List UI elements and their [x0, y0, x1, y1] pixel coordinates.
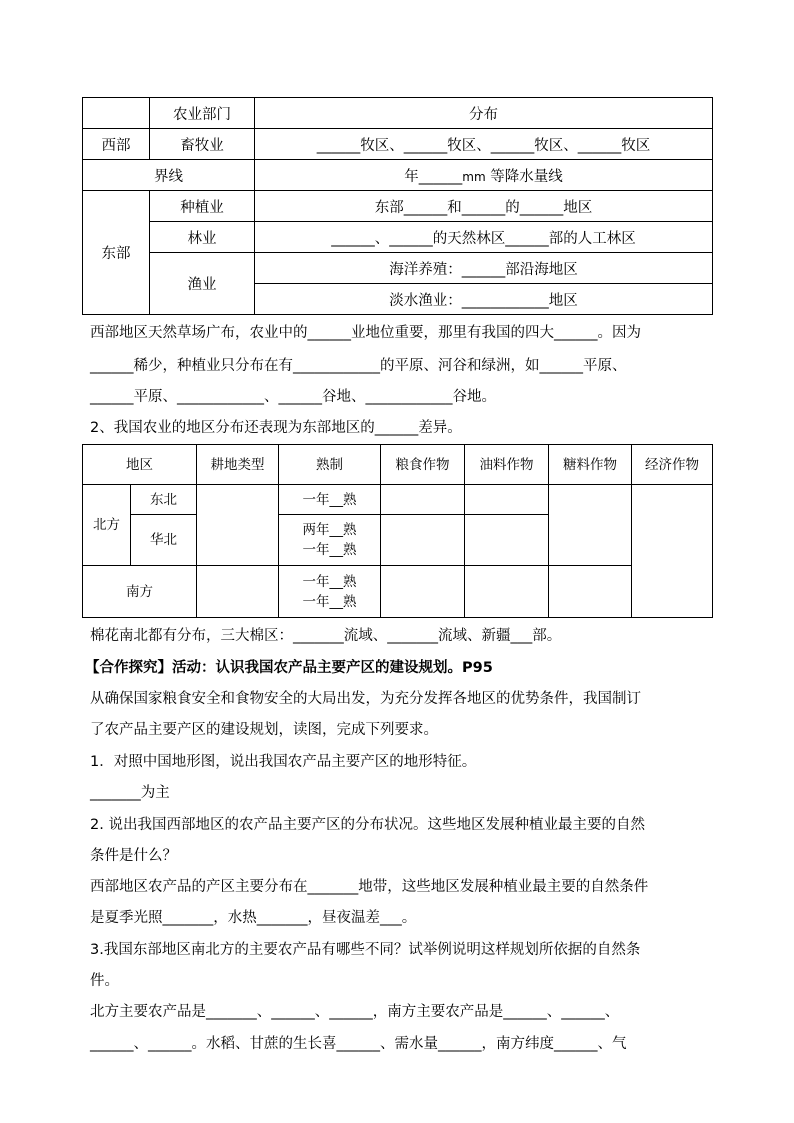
table1-east-distribution: 东部______和______的______地区 — [255, 191, 713, 222]
table1-west-region: 西部 — [83, 129, 150, 160]
table2-header: 糖料作物 — [549, 445, 632, 485]
table2-northeast-label: 东北 — [131, 485, 197, 515]
table1-header-distribution: 分布 — [255, 98, 713, 129]
table2-cell-blank — [197, 485, 279, 566]
table1-east-sector: 种植业 — [150, 191, 255, 222]
boundary-unit: mm — [462, 169, 486, 184]
table1-east-sector: 林业 — [150, 222, 255, 253]
table2-header: 耕地类型 — [197, 445, 279, 485]
question-text: 2. 说出我国西部地区的农产品主要产区的分布状况。这些地区发展种植业最主要的自然 — [90, 817, 645, 833]
table1-boundary-distribution — [255, 160, 713, 191]
intro-line: 了农产品主要产区的建设规划，读图，完成下列要求。 — [90, 722, 438, 738]
table2-header: 经济作物 — [632, 445, 713, 485]
question-text: 1．对照中国地形图，说出我国农产品主要产区的地形特征。 — [90, 754, 477, 770]
table1-header-blank — [83, 98, 150, 129]
table1-east-region: 东部 — [83, 191, 150, 315]
table1-header-sector: 农业部门 — [150, 98, 255, 129]
answer-line: _______为主 — [90, 785, 170, 801]
cotton-line: 棉花南北都有分布，三大棉区：_______流域、_______流域、新疆___部。 — [90, 628, 562, 644]
answer-line: 北方主要农产品是_______、______、______，南方主要农产品是______、______、 — [90, 1004, 620, 1020]
table2-cell-blank — [381, 566, 465, 618]
ripening-line: 一年__熟 — [302, 593, 357, 610]
question-text: 件。 — [90, 973, 119, 989]
table2-cell-blank — [381, 485, 465, 515]
table2-cell-blank — [197, 566, 279, 618]
table2-header: 粮食作物 — [381, 445, 465, 485]
boundary-pre: 年______ — [404, 168, 463, 185]
table2-ripening — [279, 515, 381, 566]
table2-cell-blank — [465, 566, 549, 618]
north-south-crops-table — [82, 444, 713, 618]
activity-title: 【合作探究】活动：认识我国农产品主要产区的建设规划。P95 — [85, 660, 493, 676]
table1-east-distribution: 淡水渔业：____________地区 — [255, 284, 713, 315]
table2-south-label: 南方 — [83, 566, 197, 618]
ripening-line: 两年__熟 — [302, 522, 357, 538]
question-2: 2、我国农业的地区分布还表现为东部地区的______差异。 — [90, 420, 462, 436]
intro-line: 从确保国家粮食安全和食物安全的大局出发，为充分发挥各地区的优势条件，我国制订 — [90, 691, 641, 707]
question-text: 条件是什么？ — [90, 848, 177, 864]
table2-header: 熟制 — [279, 445, 381, 485]
table2-header: 油料作物 — [465, 445, 549, 485]
paragraph-line: 西部地区天然草场广布，农业中的______业地位重要，那里有我国的四大______。因为 — [90, 325, 641, 341]
table1-west-sector: 畜牧业 — [150, 129, 255, 160]
table2-north-label: 北方 — [83, 485, 131, 566]
table2-header: 地区 — [83, 445, 197, 485]
answer-line: 西部地区农产品的产区主要分布在_______地带，这些地区发展种植业最主要的自然条件 — [90, 879, 649, 895]
table2-cell-blank — [465, 485, 549, 515]
answer-line: ______、______。水稻、甘蔗的生长喜______、需水量______，南方纬度______、气 — [90, 1036, 627, 1052]
table2-cell-blank — [465, 515, 549, 566]
answer-line: 是夏季光照_______，水热_______，昼夜温差___。 — [90, 910, 417, 926]
paragraph-line: ______平原、____________、______谷地、____________谷地。 — [90, 389, 496, 405]
table2-cell-blank — [549, 485, 632, 566]
table2-ripening: 一年__熟 — [279, 485, 381, 515]
paragraph-line: ______稀少，种植业只分布在有____________的平原、河谷和绿洲，如______平原、 — [90, 358, 627, 374]
question-text: 3.我国东部地区南北方的主要农产品有哪些不同？试举例说明这样规划所依据的自然条 — [90, 942, 641, 958]
ripening-line: 一年__熟 — [302, 573, 357, 590]
agriculture-distribution-table — [82, 97, 713, 315]
table1-east-sector: 渔业 — [150, 253, 255, 315]
table2-cell-blank — [632, 485, 713, 618]
ripening-line: 一年__熟 — [302, 542, 357, 558]
table1-east-distribution: ______、______的天然林区______部的人工林区 — [255, 222, 713, 253]
table1-east-distribution: 海洋养殖：______部沿海地区 — [255, 253, 713, 284]
boundary-post: 等降水量线 — [485, 168, 563, 185]
table2-cell-blank — [381, 515, 465, 566]
table1-boundary-label: 界线 — [83, 160, 255, 191]
table2-cell-blank — [549, 566, 632, 618]
table2-ripening — [279, 566, 381, 618]
table1-west-distribution: ______牧区、______牧区、______牧区、______牧区 — [255, 129, 713, 160]
table2-northchina-label: 华北 — [131, 515, 197, 566]
